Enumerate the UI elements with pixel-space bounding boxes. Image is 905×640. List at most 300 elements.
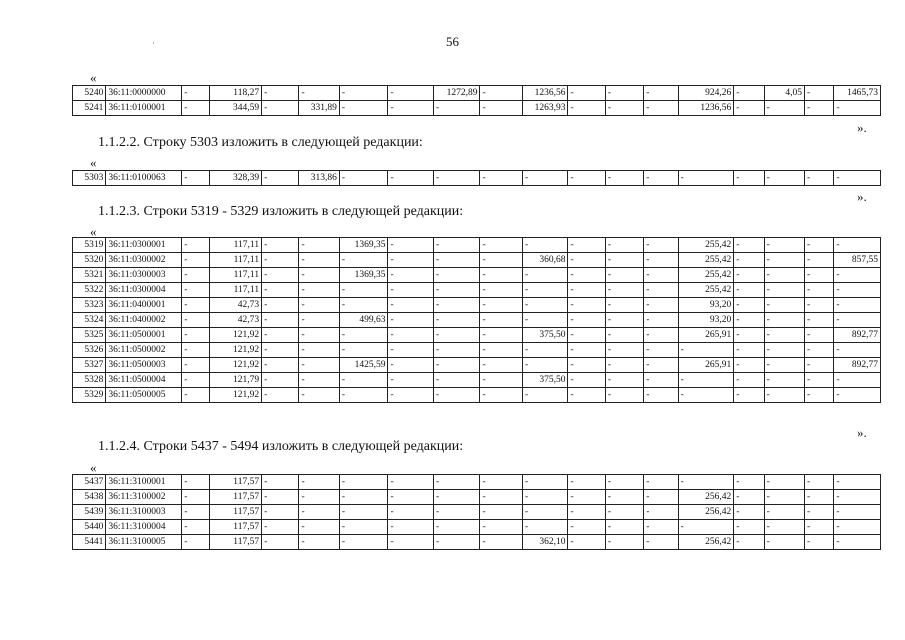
value-cell: - [480,475,522,490]
value-cell: - [734,490,764,505]
row-number-cell: 5325 [73,328,106,343]
value-cell: - [805,101,834,116]
value-cell: - [644,101,678,116]
value-cell: - [568,388,605,403]
value-cell: - [734,475,764,490]
table-row [73,520,881,535]
row-number-cell: 5437 [73,475,106,490]
row-number-cell: 5319 [73,238,106,253]
value-cell: - [299,253,339,268]
value-cell: - [182,313,209,328]
value-cell: - [764,388,804,403]
value-cell: - [339,373,388,388]
value-cell: - [433,283,480,298]
value-cell: - [299,328,339,343]
value-cell: - [805,298,834,313]
value-cell: - [339,283,388,298]
table-row [73,475,881,490]
value-cell: - [388,101,434,116]
value-cell: - [480,298,522,313]
value-cell: - [388,520,434,535]
value-cell: - [764,328,804,343]
value-cell: - [339,86,388,101]
value-cell: - [805,535,834,550]
value-cell: - [644,268,678,283]
value-cell: - [605,490,643,505]
value-cell: - [522,475,568,490]
value-cell: - [262,253,299,268]
table-row [73,313,881,328]
value-cell: - [605,253,643,268]
cadastral-cell: 36:11:0500002 [106,343,182,358]
row-number-cell: 5326 [73,343,106,358]
table-row [73,535,881,550]
value-cell: - [678,388,734,403]
value-cell: - [764,101,804,116]
value-cell: - [764,358,804,373]
value-cell: 331,89 [299,101,339,116]
value-cell: - [805,490,834,505]
cadastral-cell: 36:11:0300003 [106,268,182,283]
value-cell: 265,91 [678,328,734,343]
value-cell: - [433,268,480,283]
table-row [73,373,881,388]
value-cell: 117,11 [209,268,262,283]
value-cell: - [339,475,388,490]
value-cell: 117,57 [209,535,262,550]
value-cell: - [605,298,643,313]
value-cell: - [522,313,568,328]
value-cell: - [568,490,605,505]
value-cell: - [299,535,339,550]
heading-5437-5494: 1.1.2.4. Строки 5437 - 5494 изложить в следующей редакции: [98,439,464,454]
value-cell: - [678,373,734,388]
value-cell: - [299,505,339,520]
value-cell: 118,27 [209,86,262,101]
close-quote-2: ». [857,189,867,204]
open-quote-1: « [90,70,97,85]
value-cell: - [480,171,522,186]
value-cell: - [182,358,209,373]
cadastral-cell: 36:11:0500001 [106,328,182,343]
value-cell: - [805,373,834,388]
value-cell: - [764,171,804,186]
value-cell: - [480,373,522,388]
value-cell: - [299,86,339,101]
value-cell: - [480,535,522,550]
value-cell: - [433,253,480,268]
value-cell: - [644,328,678,343]
value-cell: - [182,388,209,403]
value-cell: - [182,328,209,343]
row-number-cell: 5329 [73,388,106,403]
value-cell: 255,42 [678,283,734,298]
value-cell: - [388,475,434,490]
close-quote-1: ». [857,120,867,135]
value-cell: - [388,343,434,358]
value-cell: - [734,171,764,186]
value-cell: - [734,373,764,388]
value-cell: - [388,373,434,388]
cadastral-cell: 36:11:0000000 [106,86,182,101]
value-cell: 892,77 [834,358,881,373]
row-number-cell: 5323 [73,298,106,313]
value-cell: - [605,373,643,388]
heading-5303: 1.1.2.2. Строку 5303 изложить в следующей редакции: [98,135,423,150]
value-cell: - [388,283,434,298]
cadastral-cell: 36:11:3100004 [106,520,182,535]
value-cell: - [433,520,480,535]
value-cell: - [644,373,678,388]
value-cell: 1236,56 [522,86,568,101]
value-cell: - [805,520,834,535]
value-cell: - [734,535,764,550]
value-cell: - [568,268,605,283]
cadastral-cell: 36:11:0400002 [106,313,182,328]
value-cell: - [262,101,299,116]
value-cell: - [568,505,605,520]
value-cell: - [182,238,209,253]
value-cell: - [764,505,804,520]
cadastral-cell: 36:11:0100001 [106,101,182,116]
value-cell: - [182,505,209,520]
row-number-cell: 5322 [73,283,106,298]
value-cell: - [644,475,678,490]
value-cell: - [734,283,764,298]
row-number-cell: 5241 [73,101,106,116]
table-rows-5240-5241 [72,85,881,116]
value-cell: - [568,86,605,101]
value-cell: - [644,490,678,505]
value-cell: - [568,475,605,490]
value-cell: - [605,171,643,186]
cadastral-cell: 36:11:0300002 [106,253,182,268]
value-cell: - [764,238,804,253]
value-cell: - [805,343,834,358]
value-cell: - [805,505,834,520]
value-cell: - [764,298,804,313]
value-cell: - [764,520,804,535]
value-cell: - [299,475,339,490]
value-cell: - [182,373,209,388]
value-cell: - [480,86,522,101]
value-cell: - [433,388,480,403]
value-cell: - [805,358,834,373]
value-cell: - [734,268,764,283]
value-cell: 121,92 [209,358,262,373]
value-cell: - [388,238,434,253]
value-cell: - [388,535,434,550]
value-cell: - [605,535,643,550]
value-cell: - [388,313,434,328]
value-cell: - [522,171,568,186]
close-quote-3: ». [857,425,867,440]
value-cell: - [834,505,881,520]
value-cell: 256,42 [678,505,734,520]
value-cell: - [764,373,804,388]
value-cell: - [262,313,299,328]
value-cell: - [480,358,522,373]
value-cell: - [568,328,605,343]
value-cell: 117,57 [209,475,262,490]
value-cell: - [568,520,605,535]
value-cell: - [262,388,299,403]
value-cell: - [480,238,522,253]
value-cell: - [480,520,522,535]
value-cell: - [299,343,339,358]
value-cell: - [388,388,434,403]
value-cell: 360,68 [522,253,568,268]
value-cell: 362,10 [522,535,568,550]
value-cell: - [182,298,209,313]
value-cell: - [299,388,339,403]
value-cell: 121,79 [209,373,262,388]
value-cell: - [433,475,480,490]
value-cell: 924,26 [678,86,734,101]
table-row [73,101,881,116]
value-cell: - [262,86,299,101]
value-cell: - [299,238,339,253]
value-cell: 117,11 [209,283,262,298]
value-cell: - [734,86,764,101]
value-cell: 256,42 [678,490,734,505]
row-number-cell: 5324 [73,313,106,328]
value-cell: - [522,520,568,535]
value-cell: - [433,298,480,313]
value-cell: - [605,283,643,298]
value-cell: 93,20 [678,313,734,328]
row-number-cell: 5303 [73,171,106,186]
value-cell: - [764,268,804,283]
value-cell: - [834,298,881,313]
value-cell: 93,20 [678,298,734,313]
value-cell: - [764,283,804,298]
value-cell: - [433,490,480,505]
open-quote-4: « [90,460,97,475]
value-cell: - [834,490,881,505]
value-cell: - [644,86,678,101]
value-cell: - [834,475,881,490]
cadastral-cell: 36:11:0300004 [106,283,182,298]
value-cell: - [299,373,339,388]
value-cell: - [644,238,678,253]
value-cell: - [764,475,804,490]
value-cell: - [262,490,299,505]
row-number-cell: 5440 [73,520,106,535]
table-row [73,283,881,298]
value-cell: - [805,253,834,268]
value-cell: - [480,101,522,116]
value-cell: 1369,35 [339,238,388,253]
value-cell: 344,59 [209,101,262,116]
value-cell: - [433,101,480,116]
value-cell: 328,39 [209,171,262,186]
value-cell: - [262,328,299,343]
value-cell: - [734,238,764,253]
value-cell: - [522,283,568,298]
value-cell: - [605,86,643,101]
value-cell: - [182,490,209,505]
value-cell: - [734,253,764,268]
row-number-cell: 5327 [73,358,106,373]
value-cell: - [644,171,678,186]
value-cell: - [568,171,605,186]
value-cell: - [262,358,299,373]
value-cell: - [805,388,834,403]
value-cell: - [805,86,834,101]
value-cell: - [522,238,568,253]
value-cell: - [605,101,643,116]
value-cell: 1425,59 [339,358,388,373]
value-cell: - [764,253,804,268]
value-cell: - [522,505,568,520]
value-cell: - [262,373,299,388]
value-cell: 121,92 [209,343,262,358]
value-cell: - [388,328,434,343]
value-cell: - [339,343,388,358]
row-number-cell: 5439 [73,505,106,520]
value-cell: 265,91 [678,358,734,373]
value-cell: - [678,520,734,535]
table-row [73,388,881,403]
value-cell: - [262,505,299,520]
value-cell: 313,86 [299,171,339,186]
table-row [73,171,881,186]
value-cell: - [522,298,568,313]
value-cell: - [568,358,605,373]
table-rows-5319-5329 [72,237,881,403]
value-cell: - [805,475,834,490]
value-cell: - [480,313,522,328]
value-cell: - [339,171,388,186]
value-cell: - [522,388,568,403]
value-cell: - [644,358,678,373]
value-cell: - [182,101,209,116]
value-cell: - [834,343,881,358]
value-cell: - [480,283,522,298]
value-cell: - [182,283,209,298]
value-cell: - [299,358,339,373]
value-cell: - [834,520,881,535]
table-rows-5437-5441 [72,474,881,550]
value-cell: 255,42 [678,268,734,283]
value-cell: 375,50 [522,373,568,388]
value-cell: - [805,313,834,328]
value-cell: 4,05 [764,86,804,101]
value-cell: - [568,253,605,268]
value-cell: - [388,253,434,268]
value-cell: - [605,475,643,490]
value-cell: - [734,101,764,116]
value-cell: 117,57 [209,490,262,505]
value-cell: - [605,238,643,253]
table-row [73,358,881,373]
value-cell: - [734,520,764,535]
value-cell: - [834,535,881,550]
row-number-cell: 5328 [73,373,106,388]
value-cell: - [644,535,678,550]
table-row [73,298,881,313]
value-cell: - [480,388,522,403]
value-cell: - [339,520,388,535]
value-cell: - [734,388,764,403]
value-cell: - [339,535,388,550]
value-cell: - [522,490,568,505]
value-cell: - [764,313,804,328]
value-cell: - [734,358,764,373]
value-cell: 1465,73 [834,86,881,101]
table-row [73,253,881,268]
page-number: 56 [446,34,459,49]
row-number-cell: 5438 [73,490,106,505]
cadastral-cell: 36:11:3100001 [106,475,182,490]
open-quote-2: « [90,155,97,170]
value-cell: 117,11 [209,238,262,253]
row-number-cell: 5320 [73,253,106,268]
value-cell: - [339,101,388,116]
value-cell: 255,42 [678,253,734,268]
value-cell: 375,50 [522,328,568,343]
value-cell: - [605,520,643,535]
value-cell: - [805,238,834,253]
cadastral-cell: 36:11:3100005 [106,535,182,550]
value-cell: - [568,298,605,313]
table-row-5303 [72,170,881,186]
value-cell: - [480,343,522,358]
value-cell: - [339,505,388,520]
value-cell: - [805,283,834,298]
value-cell: - [388,86,434,101]
value-cell: - [433,358,480,373]
value-cell: - [734,328,764,343]
value-cell: - [734,298,764,313]
value-cell: 42,73 [209,313,262,328]
value-cell: - [299,490,339,505]
value-cell: - [480,328,522,343]
value-cell: 1263,93 [522,101,568,116]
value-cell: - [339,490,388,505]
cadastral-cell: 36:11:0400001 [106,298,182,313]
value-cell: 1236,56 [678,101,734,116]
value-cell: - [433,171,480,186]
value-cell: - [644,298,678,313]
value-cell: - [834,388,881,403]
value-cell: 117,57 [209,520,262,535]
value-cell: - [182,520,209,535]
value-cell: - [605,313,643,328]
value-cell: 1369,35 [339,268,388,283]
table-row [73,268,881,283]
value-cell: - [262,475,299,490]
cadastral-cell: 36:11:0500004 [106,373,182,388]
value-cell: - [834,171,881,186]
value-cell: - [182,86,209,101]
value-cell: - [644,283,678,298]
value-cell: - [522,343,568,358]
value-cell: - [480,505,522,520]
value-cell: - [568,313,605,328]
value-cell: 892,77 [834,328,881,343]
value-cell: - [764,490,804,505]
value-cell: - [299,283,339,298]
value-cell: - [339,328,388,343]
value-cell: - [299,298,339,313]
value-cell: - [734,343,764,358]
value-cell: - [644,388,678,403]
value-cell: - [678,171,734,186]
value-cell: - [433,328,480,343]
open-quote-3: « [90,224,97,239]
